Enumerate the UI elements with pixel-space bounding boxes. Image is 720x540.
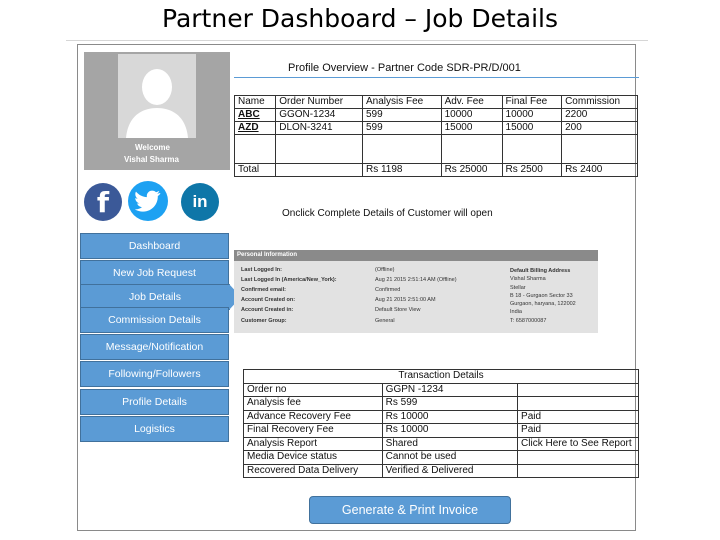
address-line: T: 6587000087: [510, 317, 547, 324]
column-header: Final Fee: [502, 96, 562, 109]
table-header-row: [235, 96, 638, 109]
tx-label: Final Recovery Fee: [244, 424, 383, 438]
tx-label: Analysis Report: [244, 437, 383, 451]
column-header: Analysis Fee: [362, 96, 441, 109]
info-value: General: [375, 318, 395, 324]
address-line: Stellar: [510, 284, 526, 291]
nav-message-notification[interactable]: Message/Notification: [80, 334, 229, 360]
tx-status: Paid: [518, 410, 639, 424]
table-cell: 10000: [441, 109, 502, 122]
info-label: Account Created in:: [241, 307, 294, 313]
info-value: Aug 21 2015 2:51:14 AM (Offline): [375, 277, 457, 283]
title-divider: [66, 40, 648, 41]
address-line: Gurgaon, haryana, 122002: [510, 301, 576, 308]
table-spacer-row: [235, 135, 638, 164]
page-title: Partner Dashboard – Job Details: [162, 4, 558, 33]
nav-new-job-request[interactable]: New Job Request: [80, 260, 229, 286]
table-total-row: [235, 164, 638, 177]
column-header: Commission: [562, 96, 638, 109]
billing-address: [510, 267, 576, 325]
table-cell: 200: [562, 122, 638, 135]
column-header: Order Number: [276, 96, 363, 109]
total-cell: Rs 2500: [502, 164, 562, 177]
table-row: [244, 397, 639, 411]
table-cell: DLON-3241: [276, 122, 363, 135]
table-cell: 2200: [562, 109, 638, 122]
total-label: Total: [235, 164, 276, 177]
address-line: Vishal Sharma: [510, 276, 546, 283]
transaction-caption-row: [244, 370, 639, 384]
total-cell: Rs 1198: [362, 164, 441, 177]
facebook-icon[interactable]: [84, 183, 122, 221]
tx-value: Rs 10000: [382, 424, 517, 438]
tx-label: Media Device status: [244, 451, 383, 465]
tx-label: Recovered Data Delivery: [244, 464, 383, 478]
nav-logistics[interactable]: Logistics: [80, 416, 229, 442]
table-row: [244, 410, 639, 424]
table-row: [244, 451, 639, 465]
customer-link[interactable]: AZD: [235, 122, 276, 135]
table-cell: 599: [362, 122, 441, 135]
profile-card: [84, 52, 230, 170]
tx-value: Shared: [382, 437, 517, 451]
twitter-icon[interactable]: [128, 181, 168, 221]
avatar: [118, 54, 196, 138]
total-cell: Rs 2400: [562, 164, 638, 177]
tx-label: Analysis fee: [244, 397, 383, 411]
tx-value: Rs 10000: [382, 410, 517, 424]
info-value: (Offline): [375, 267, 395, 273]
onclick-note: Onclick Complete Details of Customer will open: [282, 208, 493, 219]
nav-dashboard[interactable]: Dashboard: [80, 233, 229, 259]
nav-job-details[interactable]: Job Details: [80, 284, 230, 310]
total-cell: Rs 25000: [441, 164, 502, 177]
profile-name: Vishal Sharma: [124, 155, 179, 164]
info-label: Customer Group:: [241, 318, 287, 324]
transaction-title: Transaction Details: [244, 370, 639, 384]
personal-info-heading: Personal Information: [234, 250, 598, 261]
table-row: [244, 437, 639, 451]
tx-value: Rs 599: [382, 397, 517, 411]
table-cell: GGON-1234: [276, 109, 363, 122]
transaction-table: [243, 369, 639, 478]
info-value: Aug 21 2015 2:51:00 AM: [375, 297, 436, 303]
table-row: [244, 464, 639, 478]
table-row[interactable]: [235, 122, 638, 135]
column-header: Adv. Fee: [441, 96, 502, 109]
address-line: India: [510, 309, 522, 316]
tx-status: [518, 383, 639, 397]
table-cell: 10000: [502, 109, 562, 122]
linkedin-glyph: in: [192, 192, 208, 211]
overview-title: Profile Overview - Partner Code SDR-PR/D/001: [288, 62, 521, 74]
table-row[interactable]: [235, 109, 638, 122]
tx-label: Advance Recovery Fee: [244, 410, 383, 424]
address-line: B 18 - Gurgaon Sector 33: [510, 292, 573, 299]
column-header: Name: [235, 96, 276, 109]
welcome-label: Welcome: [135, 143, 170, 152]
info-label: Account Created on:: [241, 297, 296, 303]
overview-table: [234, 95, 638, 177]
linkedin-icon[interactable]: [181, 183, 219, 221]
user-silhouette-icon: [118, 54, 196, 138]
customer-link[interactable]: ABC: [235, 109, 276, 122]
tx-status: [518, 397, 639, 411]
table-cell: 15000: [502, 122, 562, 135]
table-row: [244, 383, 639, 397]
facebook-glyph: f: [96, 185, 110, 219]
info-value: Default Store View: [375, 307, 421, 313]
billing-address-heading: Default Billing Address: [510, 268, 571, 274]
tx-status: Paid: [518, 424, 639, 438]
table-cell: 599: [362, 109, 441, 122]
info-label: Last Logged In:: [241, 267, 282, 273]
info-label: Last Logged In (America/New_York):: [241, 277, 337, 283]
nav-commission-details[interactable]: Commission Details: [80, 307, 229, 333]
info-value: Confirmed: [375, 287, 401, 293]
table-row: [244, 424, 639, 438]
tx-value: Cannot be used: [382, 451, 517, 465]
twitter-bird-icon: [135, 190, 161, 212]
tx-value: Verified & Delivered: [382, 464, 517, 478]
see-report-link[interactable]: Click Here to See Report: [518, 437, 639, 451]
tx-value: GGPN -1234: [382, 383, 517, 397]
generate-invoice-button[interactable]: Generate & Print Invoice: [309, 496, 511, 524]
overview-divider: [234, 77, 639, 78]
nav-following-followers[interactable]: Following/Followers: [80, 361, 229, 387]
tx-status: [518, 451, 639, 465]
info-label: Confirmed email:: [241, 287, 286, 293]
table-cell: 15000: [441, 122, 502, 135]
table-cell: [276, 164, 363, 177]
tx-status: [518, 464, 639, 478]
personal-info-panel: [234, 250, 598, 333]
nav-profile-details[interactable]: Profile Details: [80, 389, 229, 415]
tx-label: Order no: [244, 383, 383, 397]
